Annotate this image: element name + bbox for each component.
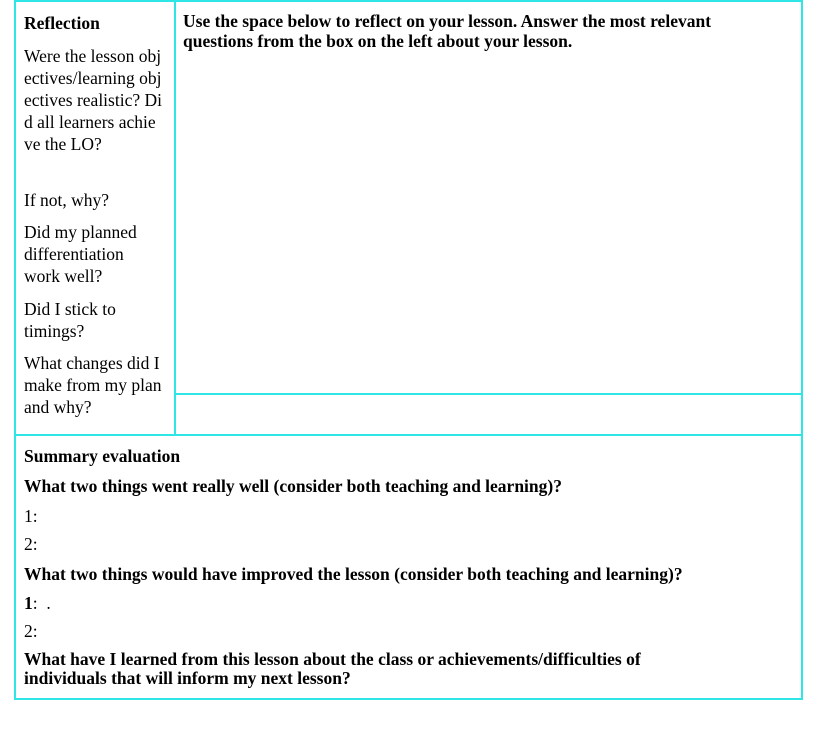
question-went-well: What two things went really well (consider both teaching and learning)? <box>24 476 562 496</box>
improvement-item-1-number: 1 <box>24 593 33 613</box>
question-improvements: What two things would have improved the lesson (consider both teaching and learning)? <box>24 564 683 584</box>
reflection-heading: Reflection <box>24 13 100 33</box>
summary-heading: Summary evaluation <box>24 446 181 466</box>
question-learned: What have I learned from this lesson about the class or achievements/difficulties of individuals that will inform my next lesson? <box>24 649 641 688</box>
improvement-item-2[interactable]: 2: <box>24 621 38 641</box>
improvement-item-1-text: : . <box>32 593 51 613</box>
question-if-not-why: If not, why? <box>24 190 110 210</box>
question-objectives: Were the lesson objectives/learning objectives realistic? Did all learners achieve the LO? <box>24 46 162 154</box>
went-well-item-1[interactable]: 1: <box>24 506 38 526</box>
question-timings: Did I stick to timings? <box>24 299 116 341</box>
question-changes: What changes did I make from my plan and why? <box>24 353 162 417</box>
reflection-writing-area[interactable] <box>174 0 803 395</box>
question-differentiation: Did my planned differentiation work well? <box>24 222 137 286</box>
improvement-item-1[interactable] <box>24 592 51 614</box>
reflection-instruction: Use the space below to reflect on your lesson. Answer the most relevant questions from the box on the left about your lesson. <box>183 11 712 51</box>
went-well-item-2[interactable]: 2: <box>24 534 38 554</box>
